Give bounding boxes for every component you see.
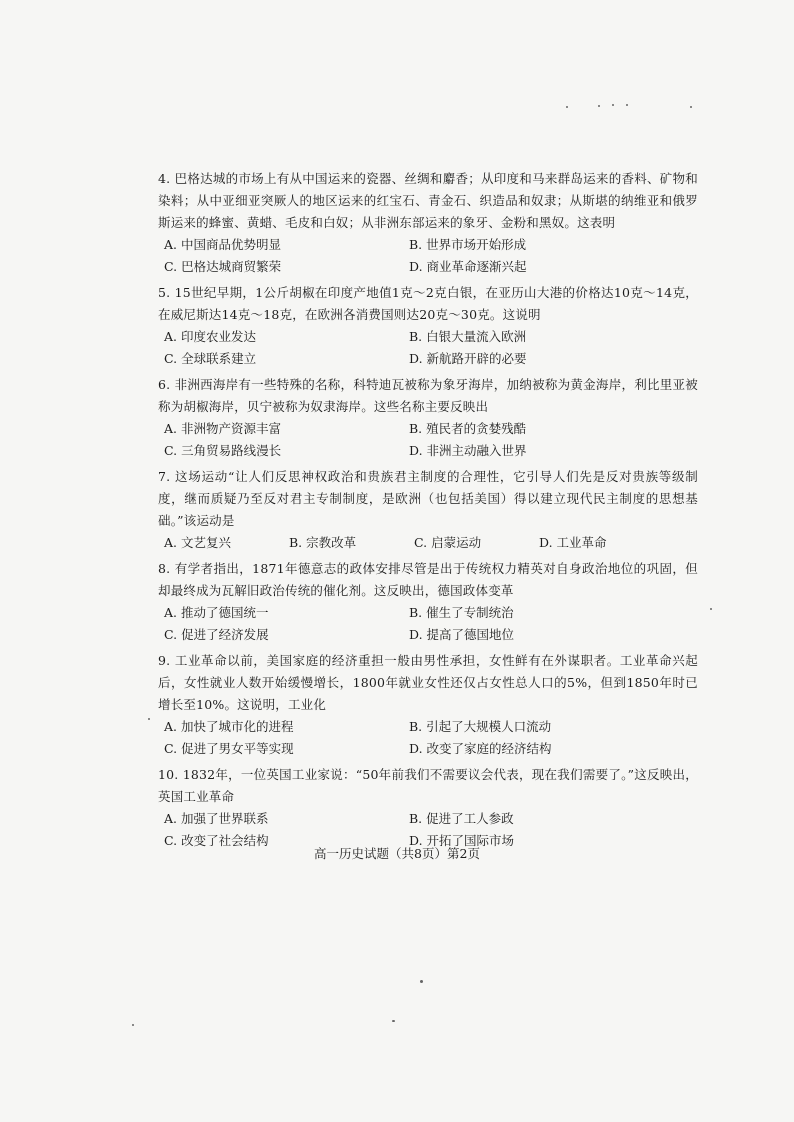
- scan-speck: [626, 104, 628, 106]
- scan-speck: [598, 105, 600, 107]
- option-a: A. 印度农业发达: [164, 329, 256, 344]
- option-d: D. 提高了德国地位: [409, 627, 515, 642]
- option-a: A. 文艺复兴: [164, 535, 231, 550]
- question-stem: 6. 非洲西海岸有一些特殊的名称，科特迪瓦被称为象牙海岸，加纳被称为黄金海岸，利比里亚被称为胡椒海岸，贝宁被称为奴隶海岸。这些名称主要反映出: [158, 377, 698, 414]
- question-stem: 10. 1832年，一位英国工业家说：“50年前我们不需要议会代表，现在我们需要了。”这反映出，英国工业革命: [158, 767, 698, 804]
- option-list: [158, 418, 698, 462]
- option-d: D. 开拓了国际市场: [409, 833, 515, 848]
- scan-speck: [690, 106, 692, 108]
- question-8: [158, 558, 698, 646]
- option-d: D. 非洲主动融入世界: [409, 443, 527, 458]
- question-7: [158, 466, 698, 554]
- option-c: C. 启蒙运动: [414, 535, 482, 550]
- option-a: A. 推动了德国统一: [164, 605, 269, 620]
- question-5: [158, 282, 698, 370]
- option-a: A. 加强了世界联系: [164, 811, 269, 826]
- scan-speck: [132, 1024, 134, 1026]
- question-stem: 5. 15世纪早期，1公斤胡椒在印度产地值1克～2克白银，在亚历山大港的价格达10克～14克，在威尼斯达14克～18克，在欧洲各消费国则达20克～30克。这说明: [158, 285, 698, 322]
- option-list: [158, 326, 698, 370]
- option-c: C. 改变了社会结构: [164, 833, 269, 848]
- option-b: B. 引起了大规模人口流动: [409, 719, 552, 734]
- option-c: C. 促进了经济发展: [164, 627, 269, 642]
- option-c: C. 全球联系建立: [164, 351, 257, 366]
- option-d: D. 改变了家庭的经济结构: [409, 741, 552, 756]
- option-list: [158, 716, 698, 760]
- question-4: [158, 168, 698, 278]
- option-a: A. 加快了城市化的进程: [164, 719, 294, 734]
- scan-speck: [392, 1020, 395, 1022]
- scan-speck: [566, 106, 568, 108]
- question-9: [158, 650, 698, 760]
- option-c: C. 巴格达城商贸繁荣: [164, 259, 282, 274]
- option-list: [158, 234, 698, 278]
- scan-speck: [148, 718, 150, 720]
- question-10: [158, 764, 698, 852]
- option-b: B. 世界市场开始形成: [409, 237, 527, 252]
- option-list: [158, 532, 698, 554]
- option-c: C. 三角贸易路线漫长: [164, 443, 282, 458]
- option-a: A. 非洲物产资源丰富: [164, 421, 281, 436]
- option-b: B. 殖民者的贪婪残酷: [409, 421, 527, 436]
- option-d: D. 商业革命逐渐兴起: [409, 259, 527, 274]
- question-stem: 9. 工业革命以前，美国家庭的经济重担一般由男性承担，女性鲜有在外谋职者。工业革命兴起后，女性就业人数开始缓慢增长，1800年就业女性还仅占女性总人口的5%，但到1850年时已增长至10%。这说明，工业化: [158, 653, 698, 712]
- option-c: C. 促进了男女平等实现: [164, 741, 294, 756]
- page-footer: 高一历史试题（共8页）第2页: [314, 846, 480, 861]
- scan-speck: [420, 980, 423, 983]
- option-list: [158, 602, 698, 646]
- question-stem: 8. 有学者指出，1871年德意志的政体安排尽管是出于传统权力精英对自身政治地位的巩固，但却最终成为瓦解旧政治传统的催化剂。这反映出，德国政体变革: [158, 561, 698, 598]
- question-6: [158, 374, 698, 462]
- scan-speck: [710, 608, 712, 610]
- scan-speck: [612, 104, 614, 106]
- option-d: D. 新航路开辟的必要: [409, 351, 527, 366]
- option-d: D. 工业革命: [539, 535, 607, 550]
- option-b: B. 宗教改革: [289, 535, 357, 550]
- option-b: B. 催生了专制统治: [409, 605, 514, 620]
- question-stem: 4. 巴格达城的市场上有从中国运来的瓷器、丝绸和麝香；从印度和马来群岛运来的香料、矿物和染料；从中亚细亚突厥人的地区运来的红宝石、青金石、织造品和奴隶；从斯堪的纳维亚和俄罗斯运来的蜂蜜、黄蜡、毛皮和白奴；从非洲东部运来的象牙、金粉和黑奴。这表明: [158, 171, 698, 230]
- question-list: [158, 168, 698, 856]
- option-b: B. 白银大量流入欧洲: [409, 329, 527, 344]
- option-a: A. 中国商品优势明显: [164, 237, 281, 252]
- question-stem: 7. 这场运动“让人们反思神权政治和贵族君主制度的合理性，它引导人们先是反对贵族等级制度，继而质疑乃至反对君主专制制度，是欧洲（也包括美国）得以建立现代民主制度的思想基础。”该运动是: [158, 469, 698, 528]
- option-b: B. 促进了工人参政: [409, 811, 514, 826]
